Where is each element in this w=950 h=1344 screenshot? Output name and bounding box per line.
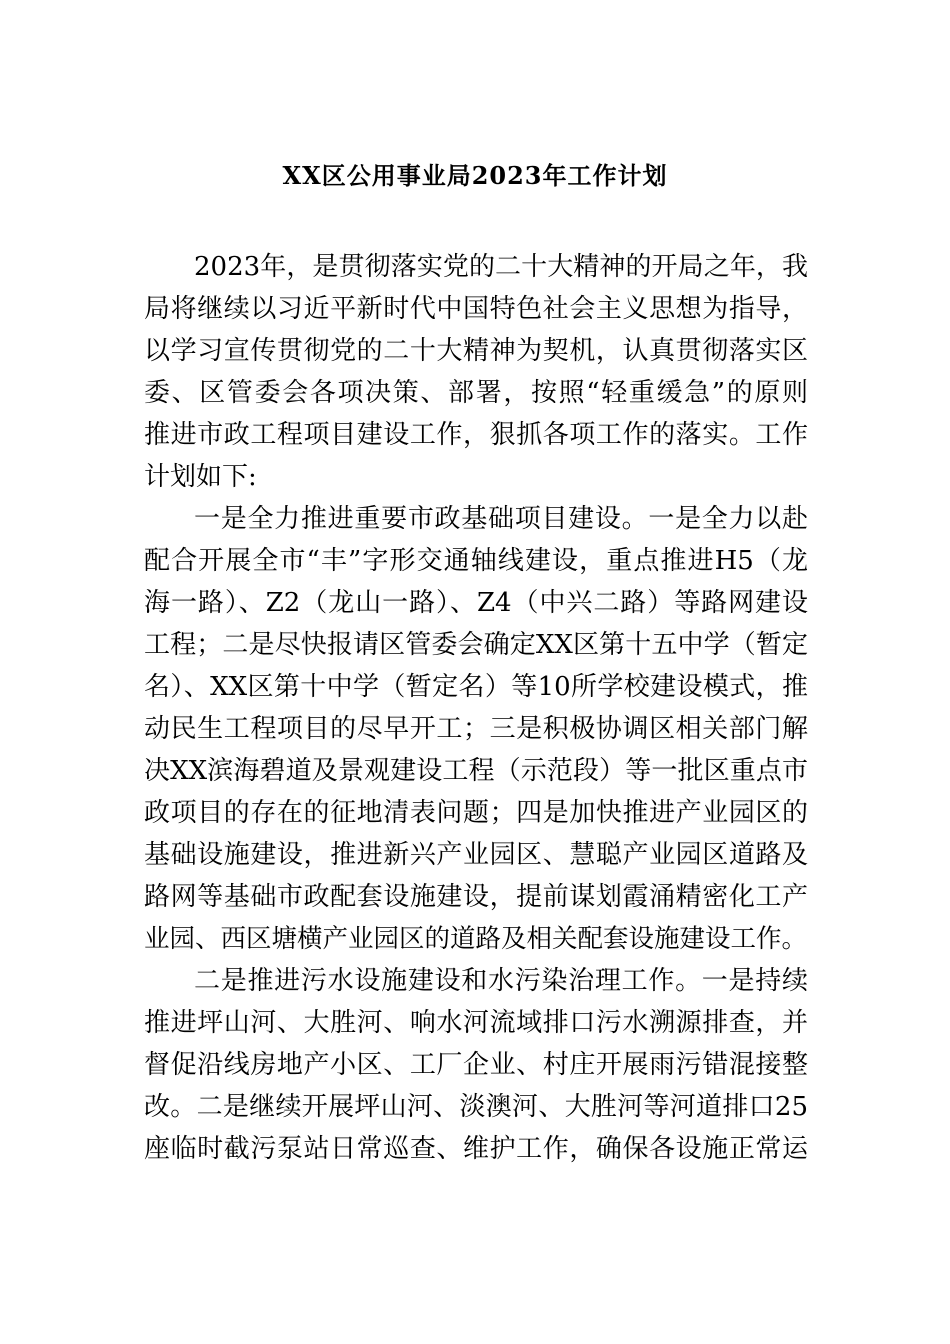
paragraph-line: 改。二是继续开展坪山河、淡澳河、大胜河等河道排口25 [144,1092,808,1122]
paragraph-line: 局将继续以习近平新时代中国特色社会主义思想为指导， [144,294,808,324]
paragraph-line: 海一路）、Z2（龙山一路）、Z4（中兴二路）等路网建设 [144,588,808,618]
paragraph-line: 政项目的存在的征地清表问题；四是加快推进产业园区的 [144,798,808,828]
paragraph-line: 业园、西区塘横产业园区的道路及相关配套设施建设工作。 [144,924,808,954]
document-body [144,246,808,1170]
paragraph-line: 二是推进污水设施建设和水污染治理工作。一是持续 [194,966,808,996]
paragraph-line: 委、区管委会各项决策、部署，按照“轻重缓急”的原则 [144,378,808,408]
paragraph-line: 座临时截污泵站日常巡查、维护工作，确保各设施正常运 [144,1134,808,1164]
paragraph-line: 一是全力推进重要市政基础项目建设。一是全力以赴 [194,504,808,534]
paragraph-line: 路网等基础市政配套设施建设，提前谋划霞涌精密化工产 [144,882,808,912]
paragraph-line: 以学习宣传贯彻党的二十大精神为契机，认真贯彻落实区 [144,336,808,366]
paragraph-1 [144,246,808,498]
paragraph-3 [144,960,808,1170]
paragraph-line: 名）、XX区第十中学（暂定名）等10所学校建设模式，推 [144,672,808,702]
paragraph-line: 配合开展全市“丰”字形交通轴线建设，重点推进H5（龙 [144,546,808,576]
paragraph-2 [144,498,808,960]
paragraph-line: 督促沿线房地产小区、工厂企业、村庄开展雨污错混接整 [144,1050,808,1080]
paragraph-line: 决XX滨海碧道及景观建设工程（示范段）等一批区重点市 [144,756,808,786]
paragraph-line: 计划如下: [144,462,257,492]
paragraph-line: 工程；二是尽快报请区管委会确定XX区第十五中学（暂定 [144,630,808,660]
paragraph-line: 动民生工程项目的尽早开工；三是积极协调区相关部门解 [144,714,808,744]
paragraph-line: 基础设施建设，推进新兴产业园区、慧聪产业园区道路及 [144,840,808,870]
paragraph-line: 推进市政工程项目建设工作，狠抓各项工作的落实。工作 [144,420,808,450]
paragraph-line: 2023年，是贯彻落实党的二十大精神的开局之年，我 [194,252,808,282]
paragraph-line: 推进坪山河、大胜河、响水河流域排口污水溯源排查，并 [144,1008,808,1038]
document-title: XX区公用事业局2023年工作计划 [282,161,668,190]
